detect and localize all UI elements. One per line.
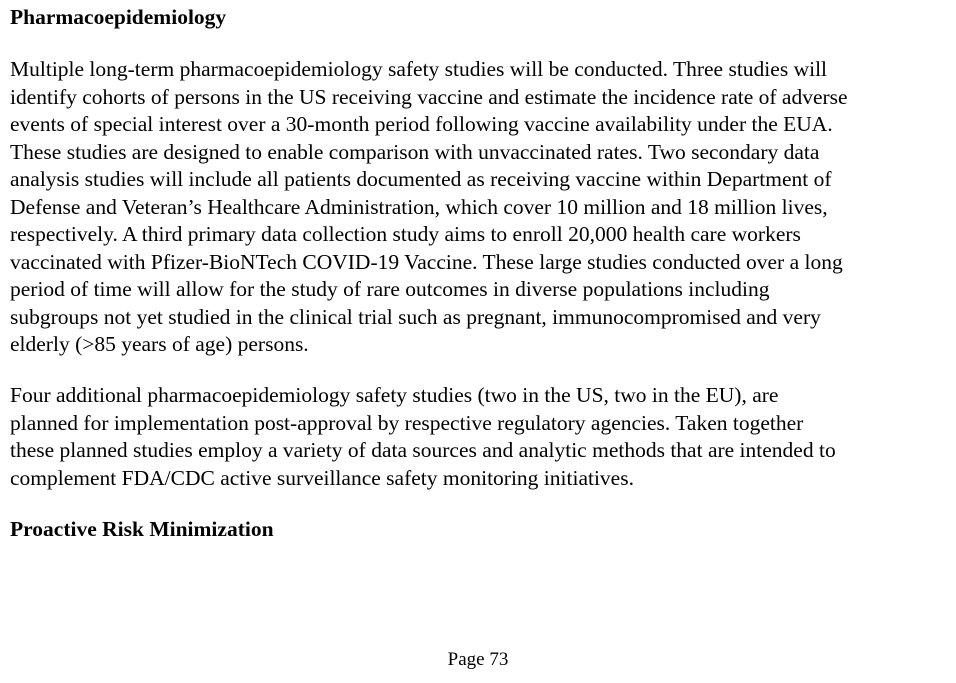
paragraph-line: analysis studies will include all patients documented as receiving vaccine within Department of [10, 167, 832, 191]
paragraph-line: period of time will allow for the study of rare outcomes in diverse populations including [10, 277, 770, 301]
paragraph-line: elderly (>85 years of age) persons. [10, 332, 309, 356]
paragraph-line: Four additional pharmacoepidemiology safety studies (two in the US, two in the EU), are [10, 383, 779, 407]
paragraph-line: events of special interest over a 30-month period following vaccine availability under the EUA. [10, 112, 833, 136]
section-heading: Pharmacoepidemiology [10, 5, 227, 29]
paragraph-additional-studies [10, 382, 950, 492]
paragraph-line: These studies are designed to enable comparison with unvaccinated rates. Two secondary data [10, 139, 820, 164]
paragraph-line: identify cohorts of persons in the US receiving vaccine and estimate the incidence rate of adverse [10, 84, 848, 109]
paragraph-line: vaccinated with Pfizer-BioNTech COVID-19 Vaccine. These large studies conducted over a long [10, 249, 843, 274]
page-number: Page 73 [447, 649, 509, 670]
paragraph-pharmacoepidemiology-studies [10, 56, 950, 359]
paragraph-line: planned for implementation post-approval by respective regulatory agencies. Taken together [10, 410, 804, 435]
paragraph-line: Multiple long-term pharmacoepidemiology safety studies will be conducted. Three studies will [10, 57, 828, 81]
paragraph-line: Defense and Veteran’s Healthcare Administration, which cover 10 million and 18 million lives, [10, 194, 828, 219]
paragraph-line: respectively. A third primary data collection study aims to enroll 20,000 health care workers [10, 222, 801, 246]
paragraph-line: these planned studies employ a variety of data sources and analytic methods that are intended to [10, 438, 836, 462]
next-section-heading: Proactive Risk Minimization [10, 517, 274, 541]
paragraph-line: subgroups not yet studied in the clinical trial such as pregnant, immunocompromised and very [10, 304, 821, 329]
paragraph-line: complement FDA/CDC active surveillance safety monitoring initiatives. [10, 465, 634, 490]
